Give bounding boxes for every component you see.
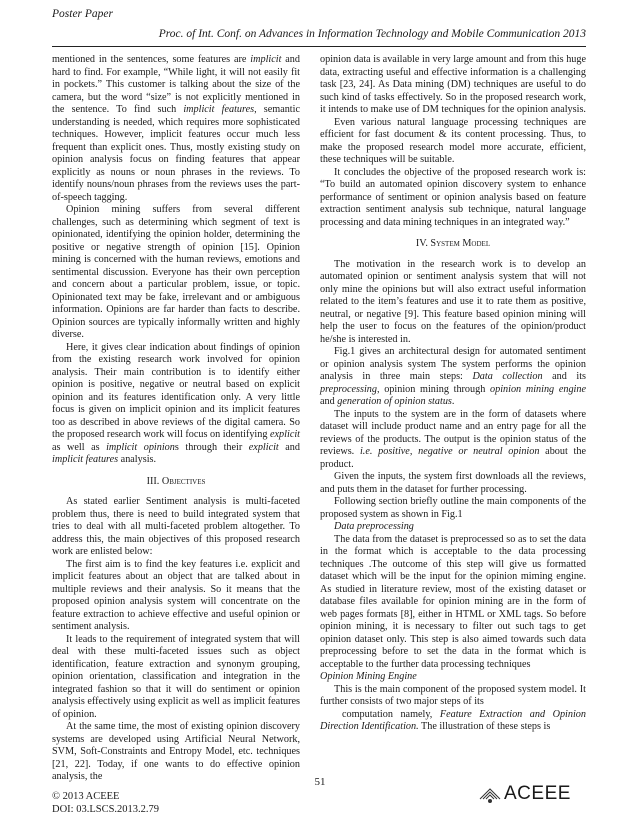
doi: DOI: 03.LSCS.2013.2.79	[52, 804, 160, 815]
paragraph: Following section briefly outline the main components of the proposed system as shown in Fig.1	[320, 496, 586, 520]
paragraph: Opinion mining suffers from several different challenges, such as determining which segment of text is opinionated, identifying the opinion holder, determining the positive or negative strength of opinion [15]. Opinion mining is concerned with the human reviews, emotions and sentimental discussion. Everyone has their own perception and concern about a particular problem, issue, or topic. Opinionated text may be fake, irrelevant and or ambiguous information. Opinions are far harder than facts to describe. Opinion sources are typically informally written and highly diverse.	[52, 204, 300, 340]
aceee-logo	[478, 783, 588, 807]
paragraph: Here, it gives clear indication about findings of opinion from the existing research work involved for opinion analysis. Their main contribution is to identify either opinion is positive, negative or neutral based on explicit opinion and its features identification only. A very little focus is given on implicit opinion and its implicit features too as described in above reviews of the digital camera. So the proposed research work will focus on identifying explicit as well as implicit opinions through their explicit and implicit features analysis.	[52, 341, 300, 465]
paragraph: This is the main component of the proposed system model. It further consists of two major steps of its	[320, 683, 586, 707]
paragraph: Fig.1 gives an architectural design for automated sentiment or opinion analysis system The system performs the opinion analysis in three main steps: Data collection and its preprocessing, opinion mining through opinion mining engine and generation of opinion status.	[320, 346, 587, 407]
header-rule	[52, 46, 586, 47]
paragraph: As stated earlier Sentiment analysis is multi-faceted problem thus, there is need to build integrated system that tries to deal with all multi-faceted problem altogether. To address this, the main objectives of this proposed research work are enlisted below:	[52, 496, 300, 557]
section-heading-system-model: IV. System Model	[415, 238, 491, 249]
paragraph: computation namely, Feature Extraction and Opinion Direction Identification. The illustration of these steps is	[320, 708, 586, 732]
paragraph: Given the inputs, the system first downloads all the reviews, and puts them in the dataset for further processing.	[320, 471, 586, 495]
paragraph: The data from the dataset is preprocessed so as to set the data in the format which is acceptable to the data processing techniques .The outcome of this step will give us formatted dataset which will be the input for the opinion miming engine. As studied in literature review, most of the existing dataset or database files available for opinion mining are in the form of web pages formats [8], either in HTML or XML tags. So before opinion mining, it is necessary to filter out such tags to get opinion dataset only. This step is also aimed towards such data preprocessing before to set the data in the format which is acceptable to the further data processing techniques	[320, 533, 586, 670]
paragraph: The motivation in the research work is to develop an automated opinion or sentiment analysis system that will not only mine the opinions but will also extract useful information related to the item’s features and use it to rate them as positive, neutral, or negative [9]. This feature based opinion mining will help the user to focus on the features of the opinion/product he/she is interested in.	[320, 258, 586, 345]
paragraph: At the same time, the most of existing opinion discovery systems are developed using Artificial Neural Network, SVM, Soft-Constraints and Entropy Model, etc. techniques [21, 22]. Today, if one wants to do effective opinion analysis, the	[52, 721, 300, 782]
page-number: 51	[314, 776, 326, 788]
poster-paper-label: Poster Paper	[52, 8, 114, 20]
paragraph: Even various natural language processing techniques are efficient for fast document & its content processing. Thus, to make the proposed research model more accurate, efficient, these techniques will be suitable.	[320, 116, 586, 165]
copyright: © 2013 ACEEE	[52, 791, 120, 802]
aceee-logo-icon	[478, 785, 502, 805]
subheading-data-preprocessing: Data preprocessing	[334, 521, 414, 532]
paragraph: It leads to the requirement of integrated system that will deal with these multi-faceted issues such as object identification, feature extraction and synonym grouping, opinion orientation, classification and integration in the integrated fashion so that it will do sentiment or opinion analysis effectively using explicit as well as implicit features of opinion.	[52, 633, 300, 720]
paragraph: The inputs to the system are in the form of datasets where dataset will include product name and an entry page for all the reviews of the products. The output is the opinion status of the reviews. i.e. positive, negative or neutral opinion about the product.	[320, 408, 586, 470]
left-column	[52, 54, 300, 784]
section-heading-objectives: III. Objectives	[146, 475, 206, 487]
paragraph: The first aim is to find the key features i.e. explicit and implicit features about an object that are talked about in multiple reviews and their analysis. So it means that the proposed opinion analysis system will concentrate on the feature extraction to achieve effective and useful opinion or sentiment analysis.	[52, 558, 300, 632]
conference-title: Proc. of Int. Conf. on Advances in Information Technology and Mobile Communication 2013	[158, 28, 586, 40]
right-column	[320, 54, 586, 734]
paragraph: opinion data is available in very large amount and from this huge data, extracting useful and effective information is a challenging task [23, 24]. As Data mining (DM) techniques are useful to do such kind of tasks effectively. So in the proposed research work, it intends to make use of DM techniques for the opinion analysis.	[320, 54, 586, 115]
paragraph: It concludes the objective of the proposed research work is: “To build an automated opinion discovery system to enhance performance of sentiment or opinion analysis based on feature extraction sentiment analysis sub technique, natural language processing and data mining techniques in an integrated way.”	[320, 166, 586, 228]
paragraph: mentioned in the sentences, some features are implicit and hard to find. For example, “While light, it will not easily fit in pockets.” This customer is talking about the size of the camera, but the word “size” is not explicitly mentioned in the sentence. To find such implicit features, semantic understanding is needed, which requires more sophisticated techniques. However, implicit features occur much less frequent than explicit ones. Thus, mostly existing study on opinion analysis focus on finding features that appear explicitly as nouns or noun phrases in the reviews. To identify nouns/noun phrases from the reviews uses the part-of-speech tagging.	[52, 54, 300, 203]
subheading-opinion-mining-engine: Opinion Mining Engine	[320, 671, 417, 682]
footer-left	[52, 790, 159, 816]
aceee-logo-text: ACEEE	[504, 783, 571, 804]
